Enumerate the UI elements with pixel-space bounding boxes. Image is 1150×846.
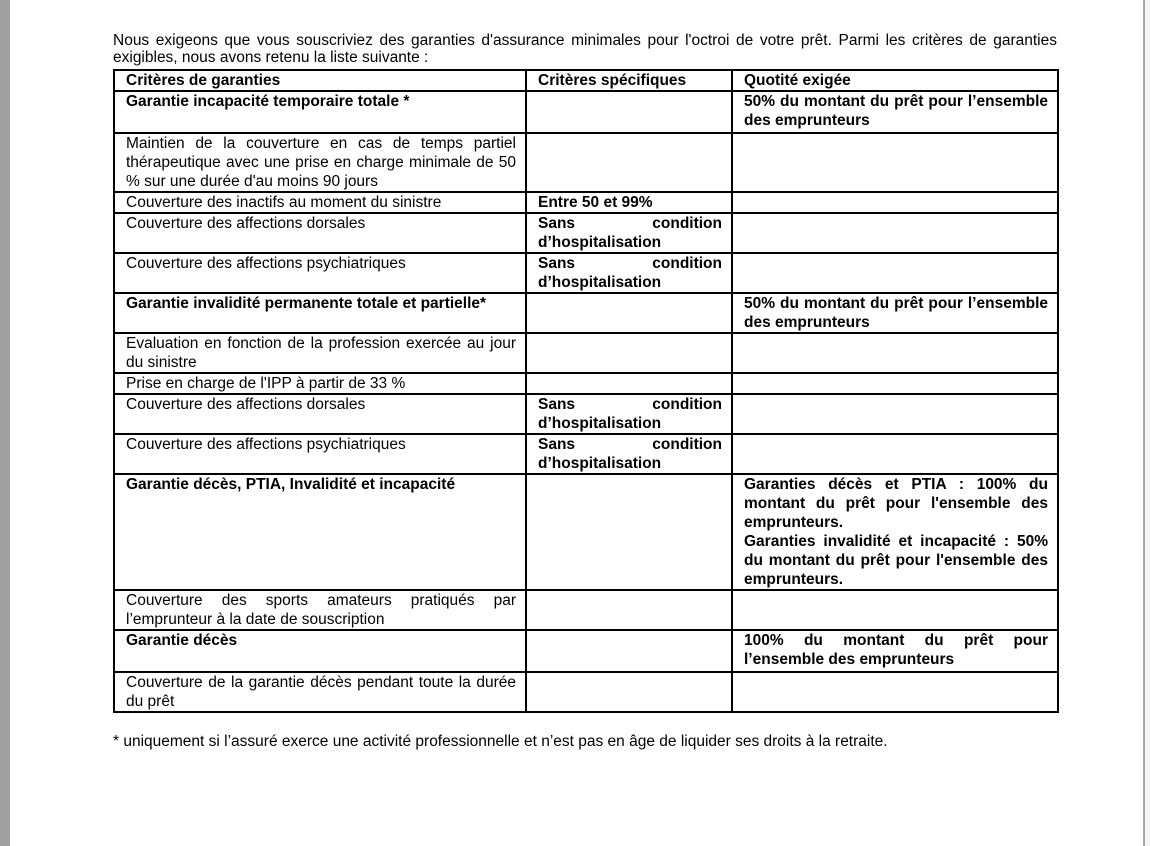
cell-specific [526,373,732,394]
viewer-left-margin [0,0,10,846]
cell-quota [732,213,1058,253]
cell-quota: 50% du montant du prêt pour l’ensemble des emprunteurs [732,293,1058,333]
cell-specific [526,630,732,672]
table-row [114,192,1058,213]
cell-specific [526,133,732,192]
cell-criteria: Couverture des affections psychiatriques [114,434,526,474]
table-row [114,630,1058,672]
cell-quota [732,253,1058,293]
cell-criteria: Couverture des inactifs au moment du sinistre [114,192,526,213]
table-row [114,373,1058,394]
cell-quota: 50% du montant du prêt pour l’ensemble des emprunteurs [732,91,1058,133]
cell-criteria: Couverture des affections dorsales [114,213,526,253]
header-criteria: Critères de garanties [114,70,526,91]
cell-criteria: Couverture des sports amateurs pratiqués par l’emprunteur à la date de souscription [114,590,526,630]
table-row [114,672,1058,712]
cell-quota [732,434,1058,474]
header-specific: Critères spécifiques [526,70,732,91]
cell-criteria: Couverture des affections psychiatriques [114,253,526,293]
table-row [114,333,1058,373]
intro-paragraph: Nous exigeons que vous souscriviez des garanties d'assurance minimales pour l'octroi de votre prêt. Parmi les critères de garanties exigibles, nous avons retenu la liste suivante : [113,32,1057,66]
viewer-scrollbar[interactable] [1143,0,1150,846]
table-row [114,590,1058,630]
cell-criteria: Evaluation en fonction de la profession exercée au jour du sinistre [114,333,526,373]
cell-quota [732,133,1058,192]
table-row [114,394,1058,434]
cell-specific [526,672,732,712]
cell-criteria: Maintien de la couverture en cas de temps partiel thérapeutique avec une prise en charge minimale de 50 % sur une durée d'au moins 90 jours [114,133,526,192]
cell-criteria: Garantie décès, PTIA, Invalidité et incapacité [114,474,526,590]
table-row [114,133,1058,192]
cell-criteria: Garantie décès [114,630,526,672]
cell-quota [732,672,1058,712]
cell-quota [732,590,1058,630]
table-row [114,253,1058,293]
header-quota: Quotité exigée [732,70,1058,91]
table-row [114,434,1058,474]
cell-specific: Sans condition d’hospitalisation [526,213,732,253]
cell-specific [526,91,732,133]
table-row [114,91,1058,133]
cell-quota [732,373,1058,394]
document-page [113,32,1057,767]
cell-specific [526,293,732,333]
table-row [114,213,1058,253]
cell-quota [732,394,1058,434]
cell-quota: 100% du montant du prêt pour l’ensemble des emprunteurs [732,630,1058,672]
cell-specific: Entre 50 et 99% [526,192,732,213]
cell-specific [526,590,732,630]
footnote: * uniquement si l’assuré exerce une activité professionnelle et n’est pas en âge de liquider ses droits à la retraite. [113,733,888,750]
cell-specific: Sans condition d’hospitalisation [526,394,732,434]
table-row [114,474,1058,590]
cell-specific [526,474,732,590]
cell-criteria: Garantie incapacité temporaire totale * [114,91,526,133]
cell-specific [526,333,732,373]
cell-criteria: Garantie invalidité permanente totale et partielle* [114,293,526,333]
cell-criteria: Prise en charge de l'IPP à partir de 33 % [114,373,526,394]
table-row [114,293,1058,333]
cell-criteria: Couverture des affections dorsales [114,394,526,434]
table-header-row [114,70,1058,91]
cell-specific: Sans condition d’hospitalisation [526,434,732,474]
cell-quota: Garanties décès et PTIA : 100% du montant du prêt pour l'ensemble des emprunteurs. Garanties invalidité et incapacité : 50% du montant du prêt pour l'ensemble des emprunteurs. [732,474,1058,590]
cell-quota [732,333,1058,373]
cell-quota [732,192,1058,213]
cell-specific: Sans condition d’hospitalisation [526,253,732,293]
guarantees-table [113,69,1059,713]
cell-criteria: Couverture de la garantie décès pendant toute la durée du prêt [114,672,526,712]
